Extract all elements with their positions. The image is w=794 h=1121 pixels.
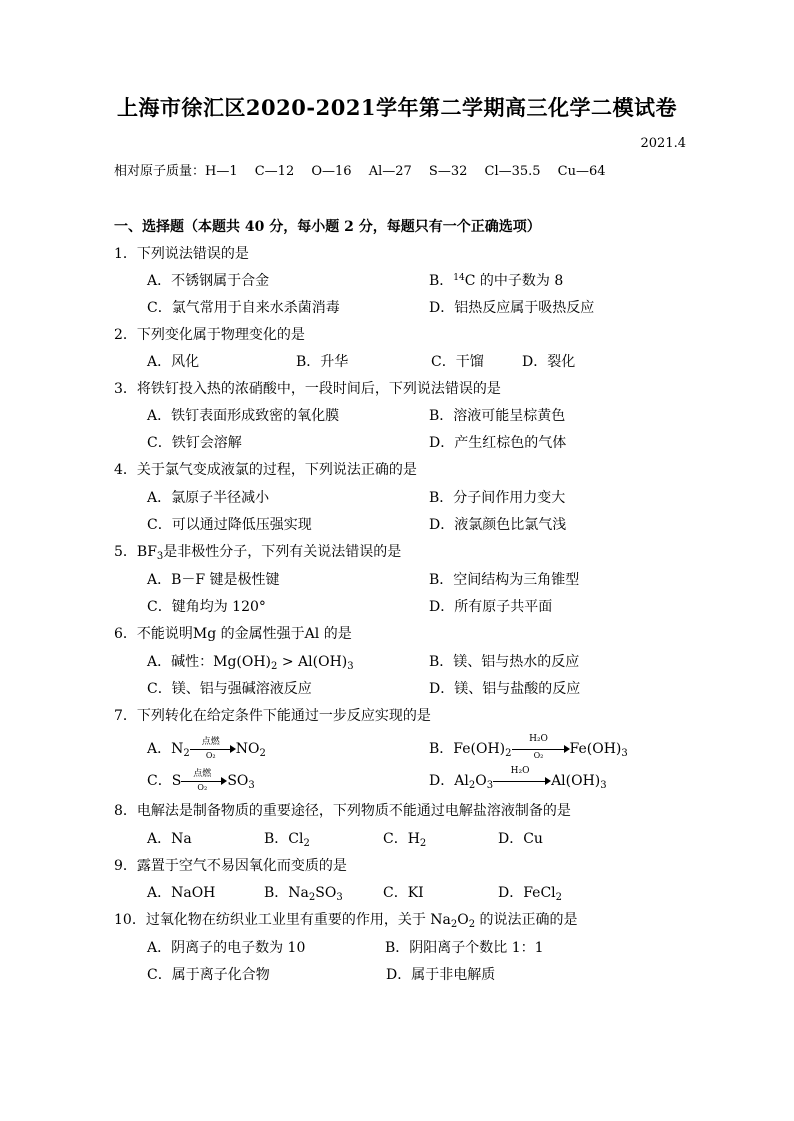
question-6-option-d: D．镁、铝与盐酸的反应 bbox=[429, 681, 581, 697]
question-5-option-d: D．所有原子共平面 bbox=[429, 599, 553, 615]
reaction-arrow-icon: $\frac{\text{H₂O}}{\text{O₂}}$ bbox=[512, 743, 570, 755]
question-5-option-c: C．键角均为 120° bbox=[147, 599, 266, 615]
question-4-option-d: D．液氯颜色比氯气浅 bbox=[429, 517, 567, 533]
question-8-option-b: B．$Cl_2$ bbox=[264, 831, 310, 849]
question-5-option-b: B．空间结构为三角锥型 bbox=[429, 572, 580, 588]
reaction-arrow-icon: H₂O bbox=[493, 775, 551, 787]
exam-date: 2021.4 bbox=[640, 136, 686, 151]
reaction-arrow-icon: 点燃 O₂ bbox=[181, 775, 227, 787]
question-2-option-a: A．风化 bbox=[147, 354, 200, 370]
question-3-option-c: C．铁钉会溶解 bbox=[147, 435, 242, 451]
question-9-stem: 9．露置于空气不易因氧化而变质的是 bbox=[114, 858, 347, 874]
question-9-option-c: C．KI bbox=[383, 885, 424, 901]
question-6-stem: 6．不能说明Mg 的金属性强于Al 的是 bbox=[114, 626, 352, 642]
question-8-stem: 8．电解法是制备物质的重要途径，下列物质不能通过电解盐溶液制备的是 bbox=[114, 803, 571, 819]
page-title: 上海市徐汇区2020-2021学年第二学期高三化学二模试卷 bbox=[116, 95, 678, 120]
question-6-option-a: A．碱性：$Mg(OH)_2 > Al(OH)_3$ bbox=[147, 654, 354, 672]
question-1-stem: 1．下列说法错误的是 bbox=[114, 246, 249, 262]
question-7-stem: 7．下列转化在给定条件下能通过一步反应实现的是 bbox=[114, 708, 431, 724]
question-9-option-a: A．NaOH bbox=[147, 885, 216, 901]
question-8-option-c: C．$H_2$ bbox=[383, 831, 427, 849]
question-3-stem: 3．将铁钉投入热的浓硝酸中，一段时间后，下列说法错误的是 bbox=[114, 381, 501, 397]
section-heading: 一、选择题（本题共 40 分，每小题 2 分，每题只有一个正确选项） bbox=[114, 219, 541, 235]
question-3-option-d: D．产生红棕色的气体 bbox=[429, 435, 567, 451]
question-1-option-d: D．铝热反应属于吸热反应 bbox=[429, 300, 595, 316]
question-2-option-c: C．干馏 bbox=[431, 354, 484, 370]
reaction-arrow-icon: 点燃 O₂ bbox=[190, 743, 236, 755]
question-7-option-a: A．$N_2$ 点燃 O₂ $NO_2$ bbox=[147, 737, 266, 760]
question-9-option-b: B．$Na_2SO_3$ bbox=[264, 885, 343, 903]
question-10-option-b: B．阴阳离子个数比 1：1 bbox=[385, 940, 544, 956]
question-8-option-a: A．Na bbox=[147, 831, 192, 847]
question-1-option-c: C．氯气常用于自来水杀菌消毒 bbox=[147, 300, 340, 316]
question-9-option-d: D．FeCl$_2$ bbox=[498, 885, 563, 903]
question-2-option-b: B．升华 bbox=[296, 354, 349, 370]
question-7-option-d: D．$Al_2O_3$ H₂O $Al(OH)_3$ bbox=[429, 766, 607, 791]
question-7-option-c: C．S 点燃 O₂ $SO_3$ bbox=[147, 769, 255, 792]
question-4-stem: 4．关于氯气变成液氯的过程，下列说法正确的是 bbox=[114, 462, 417, 478]
question-5-option-a: A．B－F 键是极性键 bbox=[147, 572, 280, 588]
question-4-option-a: A．氯原子半径减小 bbox=[147, 490, 270, 506]
question-1-option-a: A．不锈钢属于合金 bbox=[147, 273, 270, 289]
question-8-option-d: D．Cu bbox=[498, 831, 543, 847]
question-1-option-b: B．$^{14}$C 的中子数为 8 bbox=[429, 273, 564, 289]
question-6-option-c: C．镁、铝与强碱溶液反应 bbox=[147, 681, 312, 697]
question-7-option-b: B．$Fe(OH)_2$ $\frac{\text{H₂O}}{\text{O₂}}$ $Fe(OH)_3$ bbox=[429, 734, 628, 760]
question-3-option-a: A．铁钉表面形成致密的氧化膜 bbox=[147, 408, 340, 424]
question-6-option-b: B．镁、铝与热水的反应 bbox=[429, 654, 580, 670]
question-10-option-c: C．属于离子化合物 bbox=[147, 967, 270, 983]
question-2-option-d: D．裂化 bbox=[522, 354, 576, 370]
question-10-stem: 10．过氧化物在纺织业工业里有重要的作用，关于 $Na_2O_2$ 的说法正确的是 bbox=[114, 912, 578, 930]
question-3-option-b: B．溶液可能呈棕黄色 bbox=[429, 408, 566, 424]
question-2-stem: 2．下列变化属于物理变化的是 bbox=[114, 327, 305, 343]
question-10-option-d: D．属于非电解质 bbox=[386, 967, 496, 983]
atomic-masses: 相对原子质量：H—1 C—12 O—16 Al—27 S—32 Cl—35.5 Cu—64 bbox=[114, 164, 606, 179]
question-4-option-b: B．分子间作用力变大 bbox=[429, 490, 566, 506]
question-10-option-a: A．阴离子的电子数为 10 bbox=[147, 940, 306, 956]
question-4-option-c: C．可以通过降低压强实现 bbox=[147, 517, 312, 533]
question-5-stem: 5．$BF_3$是非极性分子，下列有关说法错误的是 bbox=[114, 544, 402, 562]
